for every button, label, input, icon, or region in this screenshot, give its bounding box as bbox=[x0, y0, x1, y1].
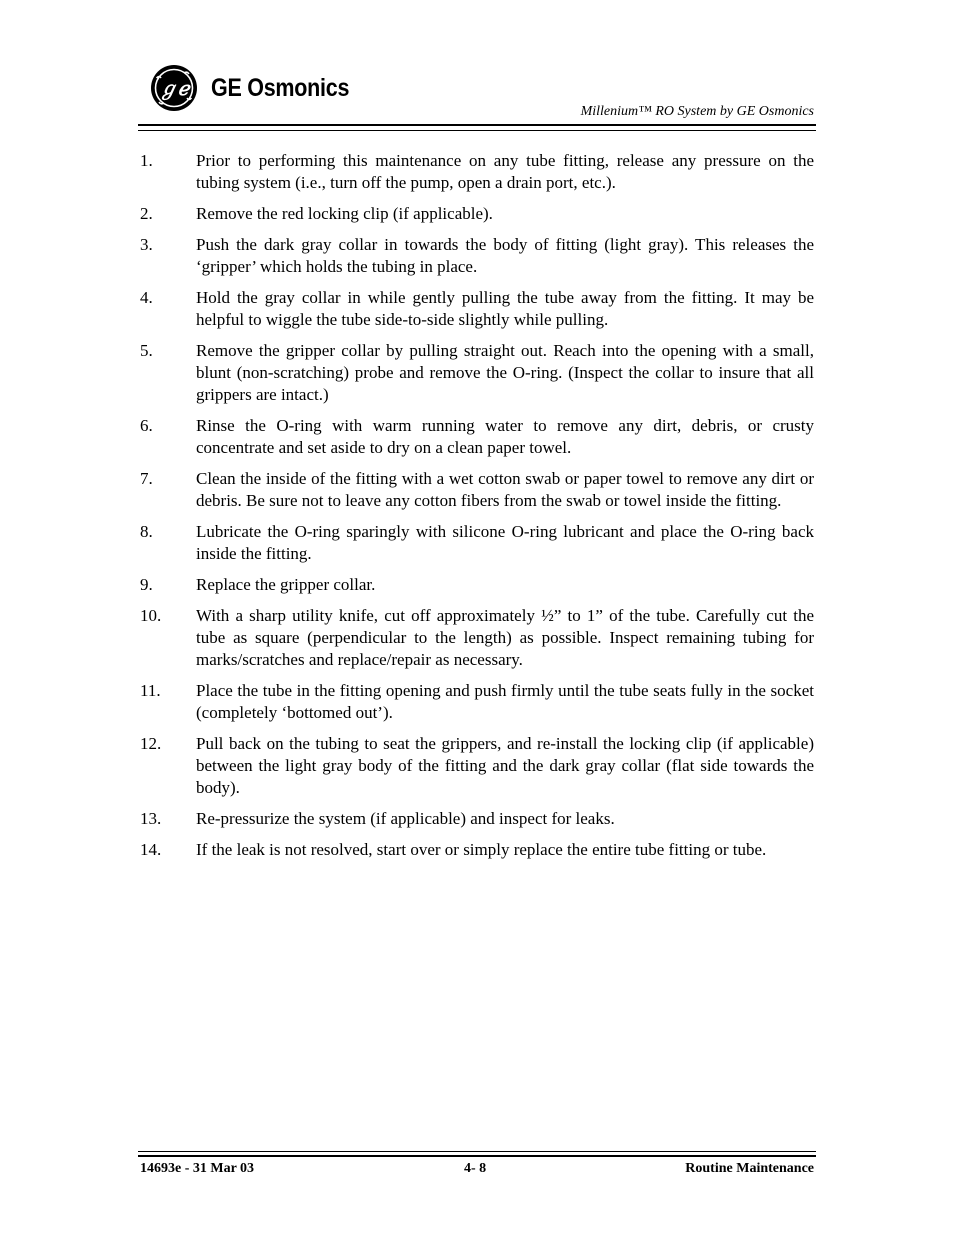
step-text: Prior to performing this maintenance on any tube fitting, release any pressure on the tubing system (i.e., turn off the pump, open a drain port, etc.). bbox=[196, 151, 814, 192]
step-number: 3. bbox=[140, 235, 153, 254]
step-item bbox=[140, 468, 814, 512]
step-number: 2. bbox=[140, 204, 153, 223]
step-text: Re-pressurize the system (if applicable) and inspect for leaks. bbox=[196, 809, 615, 828]
step-text: Clean the inside of the fitting with a wet cotton swab or paper towel to remove any dirt or debris. Be sure not to leave any cotton fibers from the swab or towel inside the fitting. bbox=[196, 469, 814, 510]
step-text: Lubricate the O-ring sparingly with silicone O-ring lubricant and place the O-ring back inside the fitting. bbox=[196, 522, 814, 563]
step-item bbox=[140, 680, 814, 724]
step-item bbox=[140, 808, 814, 830]
procedure-steps bbox=[140, 150, 814, 870]
step-number: 12. bbox=[140, 734, 162, 753]
step-text: Remove the gripper collar by pulling straight out. Reach into the opening with a small, blunt (non-scratching) probe and remove the O-ring. (Inspect the collar to insure that all grippers are intact.) bbox=[196, 341, 814, 404]
step-item bbox=[140, 839, 814, 861]
step-item bbox=[140, 574, 814, 596]
step-text: Push the dark gray collar in towards the body of fitting (light gray). This releases the ‘gripper’ which holds the tubing in place. bbox=[196, 235, 814, 276]
step-text: If the leak is not resolved, start over or simply replace the entire tube fitting or tube. bbox=[196, 840, 767, 859]
step-number: 7. bbox=[140, 469, 153, 488]
step-item bbox=[140, 287, 814, 331]
footer-section: Routine Maintenance bbox=[685, 1161, 814, 1176]
footer-rule bbox=[138, 1155, 816, 1157]
step-number: 6. bbox=[140, 416, 153, 435]
step-text: Replace the gripper collar. bbox=[196, 575, 376, 594]
step-text: Remove the red locking clip (if applicable). bbox=[196, 204, 493, 223]
brand-name: GE Osmonics bbox=[211, 74, 350, 102]
step-item bbox=[140, 150, 814, 194]
header-subtitle: Millenium™ RO System by GE Osmonics bbox=[580, 104, 814, 119]
ge-monogram-icon bbox=[150, 64, 198, 112]
step-text: Hold the gray collar in while gently pulling the tube away from the fitting. It may be helpful to wiggle the tube side-to-side slightly while pulling. bbox=[196, 288, 814, 329]
footer-rule-thin bbox=[138, 1151, 816, 1152]
step-item bbox=[140, 521, 814, 565]
step-number: 9. bbox=[140, 575, 153, 594]
header-rule bbox=[138, 124, 816, 126]
step-text: Pull back on the tubing to seat the grippers, and re-install the locking clip (if applicable) between the light gray body of the fitting and the dark gray collar (flat side towards the body). bbox=[196, 734, 814, 797]
step-item bbox=[140, 234, 814, 278]
step-item bbox=[140, 733, 814, 799]
step-number: 14. bbox=[140, 840, 162, 859]
header-rule-thin bbox=[138, 130, 816, 131]
step-text: Rinse the O-ring with warm running water to remove any dirt, debris, or crusty concentrate and set aside to dry on a clean paper towel. bbox=[196, 416, 814, 457]
svg-text:ℊℯ: ℊℯ bbox=[158, 79, 190, 100]
step-number: 4. bbox=[140, 288, 153, 307]
step-item bbox=[140, 203, 814, 225]
step-item bbox=[140, 340, 814, 406]
step-item bbox=[140, 605, 814, 671]
step-text: With a sharp utility knife, cut off approximately ½” to 1” of the tube. Carefully cut the tube as square (perpendicular to the length) as possible. Inspect remaining tubing for marks/scratches and replace/repair as necessary. bbox=[196, 606, 814, 669]
footer-doc-id: 14693e - 31 Mar 03 bbox=[140, 1161, 255, 1176]
step-number: 1. bbox=[140, 151, 153, 170]
footer-page-number: 4- 8 bbox=[464, 1161, 487, 1176]
step-number: 10. bbox=[140, 606, 162, 625]
step-number: 13. bbox=[140, 809, 162, 828]
step-number: 5. bbox=[140, 341, 153, 360]
step-text: Place the tube in the fitting opening and push firmly until the tube seats fully in the socket (completely ‘bottomed out’). bbox=[196, 681, 814, 722]
step-number: 11. bbox=[140, 681, 161, 700]
step-item bbox=[140, 415, 814, 459]
step-number: 8. bbox=[140, 522, 153, 541]
